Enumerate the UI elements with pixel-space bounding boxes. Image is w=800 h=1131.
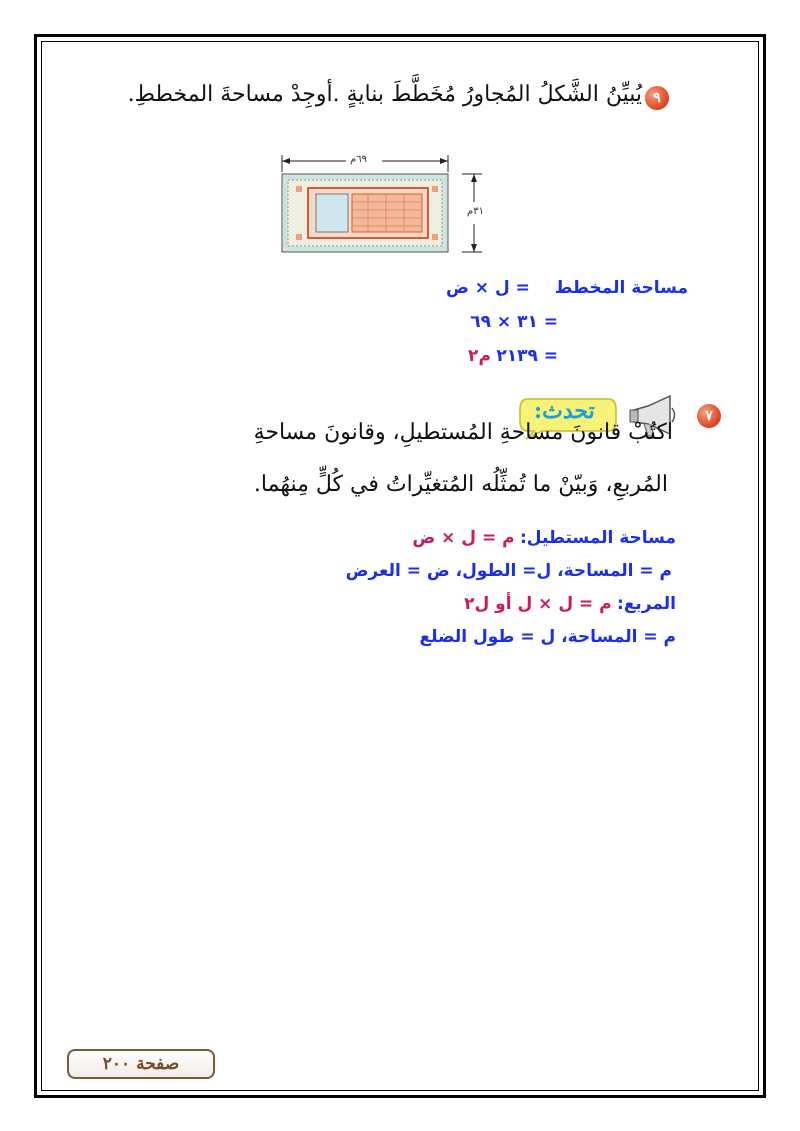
q9-area-label: مساحة المخطط [554,278,688,298]
question-9-number-badge: ٩ [645,86,669,110]
question-9-text: يُبيِّنُ الشَّكلُ المُجاورُ مُخَطَّطَ بنايةٍ .أوجِدْ مساحةَ المخططِ. [127,82,642,107]
q9-answer-line-1 [446,278,688,298]
question-7-text-line-1: اكتُبْ قانونَ مساحةِ المُستطيلِ، وقانونَ مساحةِ [253,420,673,445]
q9-answer-line-3 [468,346,558,366]
q9-area-formula: = ل × ض [446,278,530,298]
q7-rect-formula-line [412,528,676,548]
talk-label: تحدث: [534,398,595,424]
q7-rect-formula: م = ل × ض [412,528,515,548]
question-7-text-line-2: المُربعِ، وَبيّنْ ما تُمثِّلُه المُتغيِّراتُ في كُلٍّ مِنهُما. [253,472,668,497]
building-plan-figure [268,152,498,262]
q7-square-label: المربع: [617,594,676,614]
building-plan-drawing [268,152,498,262]
question-7-number-badge: ٧ [697,404,721,428]
plan-height-label: ٣١م [467,206,484,217]
q9-answer-line-2: = ٣١ × ٦٩ [470,312,558,332]
q7-rect-label: مساحة المستطيل: [519,528,676,548]
page-number-box: صفحة ٢٠٠ [67,1049,215,1079]
plan-width-label: ٦٩م [350,154,367,165]
q7-square-variables: م = المساحة، ل = طول الضلع [419,627,676,647]
q7-square-formula: م = ل × ل أو ل٢ [464,594,612,614]
q9-area-value: = ٢١٣٩ [496,346,558,366]
q9-area-unit: م٢ [468,346,491,366]
q7-square-formula-line [464,594,676,614]
q7-rect-variables: م = المساحة، ل= الطول، ض = العرض [345,561,672,581]
